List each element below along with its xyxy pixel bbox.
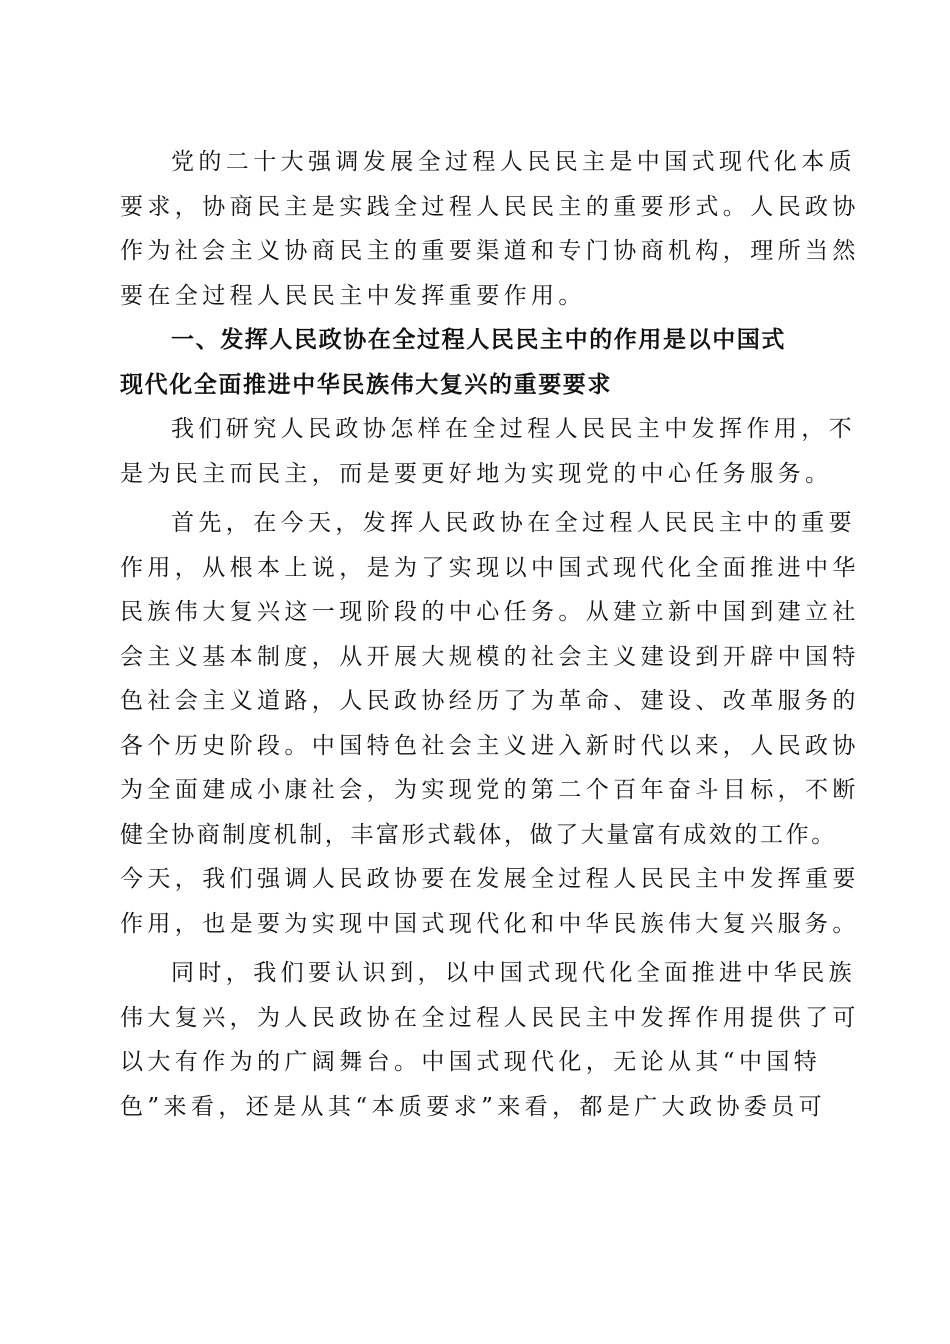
document-body <box>120 140 860 1129</box>
paragraph-research <box>120 407 856 496</box>
text-line: 色”来看，还是从其“本质要求”来看，都是广大政协委员可 <box>120 1093 827 1120</box>
text-line: 今天，我们强调人民政协要在发展全过程人民民主中发挥重要 <box>120 866 860 892</box>
heading-line: 一、发挥人民政协在全过程人民民主中的作用是以中国式 <box>171 327 786 353</box>
text-line: 作为社会主义协商民主的重要渠道和专门协商机构，理所当然 <box>120 238 860 264</box>
text-line: 我们研究人民政协怎样在全过程人民民主中发挥作用，不 <box>171 416 856 442</box>
text-line: 党的二十大强调发展全过程人民民主是中国式现代化本质 <box>171 149 856 175</box>
text-line: 首先，在今天，发挥人民政协在全过程人民民主中的重要 <box>171 510 856 536</box>
heading-line: 现代化全面推进中华民族伟大复兴的重要要求 <box>120 371 612 398</box>
text-line: 同时，我们要认识到，以中国式现代化全面推进中华民族 <box>171 960 856 986</box>
text-line: 作用，也是要为实现中国式现代化和中华民族伟大复兴服务。 <box>120 910 860 937</box>
text-line: 会主义基本制度，从开展大规模的社会主义建设到开辟中国特 <box>120 643 860 670</box>
text-line: 色社会主义道路，人民政协经历了为革命、建设、改革服务的 <box>120 688 860 714</box>
text-line: 作用，从根本上说，是为了实现以中国式现代化全面推进中华 <box>120 554 860 581</box>
text-line: 是为民主而民主，而是要更好地为实现党的中心任务服务。 <box>120 460 833 487</box>
text-line: 伟大复兴，为人民政协在全过程人民民主中发挥作用提供了可 <box>120 1004 860 1031</box>
paragraph-intro <box>120 140 860 318</box>
text-line: 要求，协商民主是实践全过程人民民主的重要形式。人民政协 <box>120 193 860 220</box>
text-line: 为全面建成小康社会，为实现党的第二个百年奋斗目标，不断 <box>120 777 860 803</box>
section-heading-1 <box>120 318 832 407</box>
text-line: 各个历史阶段。中国特色社会主义进入新时代以来，人民政协 <box>120 732 860 759</box>
text-line: 健全协商制度机制，丰富形式载体，做了大量富有成效的工作。 <box>120 821 837 848</box>
paragraph-meanwhile <box>120 951 860 1129</box>
text-line: 要在全过程人民民主中发挥重要作用。 <box>120 282 586 309</box>
text-line: 民族伟大复兴这一现阶段的中心任务。从建立新中国到建立社 <box>120 599 860 625</box>
paragraph-first <box>120 501 860 946</box>
text-line: 以大有作为的广阔舞台。中国式现代化，无论从其“中国特 <box>120 1049 822 1075</box>
